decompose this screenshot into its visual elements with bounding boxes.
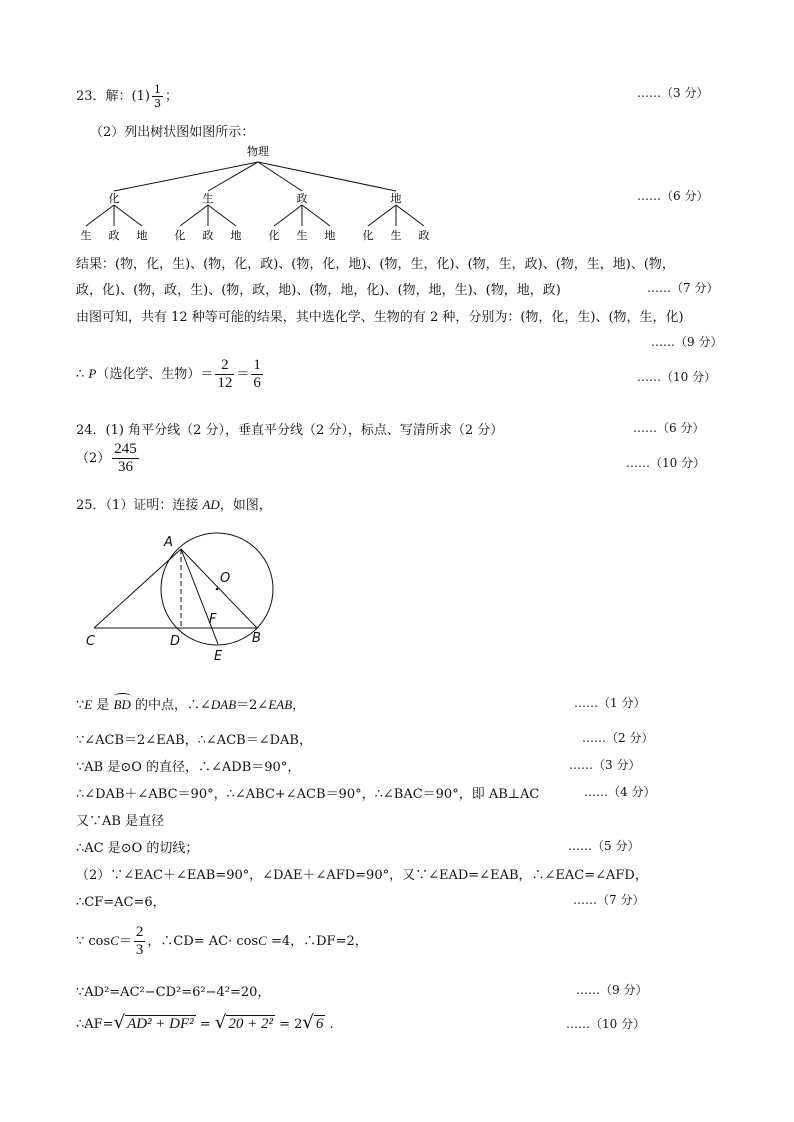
label-F: F <box>209 612 217 627</box>
radical-sign-3: √ <box>302 1012 314 1033</box>
q23-frac-den: 3 <box>153 97 161 110</box>
q25-step6: ∴AC 是⊙O 的切线； <box>76 841 199 856</box>
q25-score-11: ……（10 分） <box>566 1017 646 1031</box>
tree-leaf-label: 化 <box>362 229 374 242</box>
q25-step7: （2）∵∠EAC＋∠EAB=90°，∠DAE＋∠AFD=90°，又∵∠EAD=∠EAB，∴∠EAC=∠AFD， <box>76 868 648 883</box>
q24-score-2: ……（10 分） <box>626 456 706 470</box>
label-O: O <box>220 571 231 586</box>
tree-edge-root-0 <box>114 162 258 191</box>
q23-conclusion: 由图可知，共有 12 种等可能的结果，其中选化学、生物的有 2 种，分别为：(物，化，生)、(物，生，化) <box>76 310 684 325</box>
q23-probability <box>76 358 265 391</box>
q25-s1-c: 的中点，∴∠ <box>130 698 211 713</box>
radical-sign-1: √ <box>113 1012 126 1033</box>
prob-f1-den: 12 <box>217 375 233 391</box>
q24-score-1: ……（6 分） <box>633 421 705 435</box>
q23-result-line2: 政，化)、(物，政，生)、(物，政，地)、(物，地，化)、(物，地，生)、(物，地，政) <box>76 283 561 298</box>
q25-step10: ∵AD²=AC²−CD²=6²−4²=20， <box>76 985 271 1000</box>
label-B: B <box>252 631 261 646</box>
q25-s9-c: =4，∴DF=2， <box>266 934 368 949</box>
geometry-figure <box>80 530 300 670</box>
q23-score-4: ……（9 分） <box>651 335 723 349</box>
tree-leaf-label: 地 <box>136 229 148 242</box>
tree-leaf-label: 政 <box>108 229 120 242</box>
tree-edge-leaf <box>368 205 396 226</box>
q23-frac-num: 1 <box>153 83 161 96</box>
q23-score-5: ……（10 分） <box>637 370 717 384</box>
prob-fraction-2 <box>251 358 263 391</box>
q25-step4: ∴∠DAB＋∠ABC＝90°，∴∠ABC+∠ACB＝90°，∴∠BAC＝90°，即 AB⊥AC <box>76 787 540 802</box>
q25-line1 <box>76 494 272 513</box>
tree-edge-leaf <box>86 205 114 226</box>
prob-f1-num: 2 <box>215 358 234 375</box>
q25-line1-b: ，如图， <box>219 498 272 513</box>
label-E: E <box>214 649 223 664</box>
tree-leaf-label: 地 <box>324 229 336 242</box>
because-symbol: ∵ <box>76 698 85 713</box>
q25-step5: 又∵AB 是直径 <box>76 814 165 829</box>
prob-P: P <box>88 366 97 381</box>
cos-num: 2 <box>135 924 144 940</box>
q23-tail: ； <box>164 89 178 104</box>
segment-AB <box>181 549 257 628</box>
tree-leaf-label: 地 <box>230 229 242 242</box>
radicand-3: 6 <box>315 1016 324 1032</box>
q25-step2: ∵∠ACB＝2∠EAB，∴∠ACB＝∠DAB， <box>76 733 312 748</box>
q25-s9-C2: C <box>258 933 267 948</box>
q24-frac-num: 245 <box>114 441 137 457</box>
arc-BD: BD <box>113 697 131 712</box>
q23-part1 <box>76 84 178 109</box>
radicand-2: 20 + 2² <box>228 1016 273 1032</box>
tree-edge-root-3 <box>258 162 396 191</box>
tree-edge-leaf <box>114 205 142 226</box>
tree-branch-label: 地 <box>390 192 402 205</box>
q23-score-3: ……（7 分） <box>647 281 719 295</box>
tree-edge-leaf <box>180 205 208 226</box>
tree-leaf-label: 生 <box>296 229 308 242</box>
q25-s11-a: ∴AF= <box>76 1017 114 1032</box>
q25-s11-c: = 2 <box>274 1017 303 1032</box>
tree-edge-leaf <box>274 205 302 226</box>
tree-leaf-label: 化 <box>174 229 186 242</box>
center-point-O <box>216 588 219 591</box>
q25-line1-a: 25．（1）证明：连接 <box>76 498 203 513</box>
q25-s1-f: EAB <box>268 697 293 712</box>
tree-leaf-label: 生 <box>390 229 402 242</box>
q25-s9-a: ∵ cos <box>76 934 111 949</box>
prob-event: （选化学、生物）＝ <box>96 367 214 382</box>
q23-fraction <box>152 84 163 109</box>
q24-line1: 24．(1) 角平分线（2 分），垂直平分线（2 分），标点、写清所求（2 分） <box>76 423 504 438</box>
var-E: E <box>84 697 93 712</box>
q25-score-3: ……（3 分） <box>569 758 641 772</box>
q25-step3: ∵AB 是⊙O 的直径，∴∠ADB＝90°， <box>76 760 301 775</box>
prob-f2-num: 1 <box>253 357 261 373</box>
tree-leaf-label: 生 <box>80 229 92 242</box>
q25-score-1: ……（1 分） <box>574 696 646 710</box>
q25-s1-d: DAB <box>210 697 237 712</box>
radical-sign-2: √ <box>214 1012 227 1033</box>
q23-part2: （2）列出树状图如图所示： <box>90 125 255 140</box>
q25-score-10: ……（9 分） <box>576 983 648 997</box>
radicand-1: AD² + DF² <box>127 1016 194 1032</box>
tree-edge-leaf <box>302 205 330 226</box>
q23-score-2: ……（6 分） <box>637 189 709 203</box>
label-D: D <box>170 634 181 649</box>
q23-score-1: ……（3 分） <box>637 86 709 100</box>
q25-s1-e: ＝2∠ <box>236 698 269 713</box>
q25-s1-b: 是 <box>92 698 114 713</box>
tree-root-label: 物理 <box>247 145 269 158</box>
q25-s9-b: ，∴CD= AC· cos <box>147 934 259 949</box>
q25-step11 <box>76 1012 334 1033</box>
tree-edge-leaf <box>396 205 424 226</box>
label-C: C <box>86 634 96 649</box>
q25-s1-g: ， <box>292 698 306 713</box>
tree-edge-root-1 <box>208 162 258 191</box>
q25-step9 <box>76 925 368 958</box>
q25-s11-b: = <box>195 1017 215 1032</box>
q23-head: 23．解：(1) <box>76 89 150 104</box>
tree-diagram <box>70 142 510 242</box>
segment-AE <box>181 549 218 644</box>
cos-fraction <box>134 925 146 958</box>
prob-fraction-1 <box>215 358 234 391</box>
q25-step1 <box>76 694 305 713</box>
q25-score-6: ……（5 分） <box>568 839 640 853</box>
tree-leaf-label: 政 <box>418 229 430 242</box>
tree-branch-label: 生 <box>202 192 214 205</box>
tree-leaf-label: 化 <box>268 229 280 242</box>
q25-s11-d: . <box>325 1017 334 1032</box>
tree-branch-label: 政 <box>296 192 308 205</box>
q24-part2 <box>76 442 141 475</box>
q24-fraction <box>112 442 139 475</box>
q25-s9-eq: ＝ <box>118 934 132 949</box>
q23-result-line1: 结果：(物，化，生)、(物，化，政)、(物，化，地)、(物，生，化)、(物，生，政)、(物，生，地)、(物， <box>76 257 675 272</box>
tree-edge-leaf <box>208 205 236 226</box>
label-A: A <box>164 535 173 550</box>
prob-f2-den: 6 <box>253 375 261 391</box>
q24-part2-label: （2） <box>76 451 111 466</box>
q25-score-8: ……（7 分） <box>573 893 645 907</box>
tree-leaf-label: 政 <box>202 229 214 242</box>
q25-line1-var: AD <box>202 497 220 512</box>
cos-den: 3 <box>135 942 144 958</box>
prob-eq: ＝ <box>236 367 250 382</box>
therefore-symbol: ∴ <box>76 367 89 382</box>
q25-step8: ∴CF=AC=6， <box>76 895 166 910</box>
q25-score-2: ……（2 分） <box>582 731 654 745</box>
tree-branch-label: 化 <box>108 192 120 205</box>
q24-frac-den: 36 <box>118 459 134 475</box>
q25-score-4: ……（4 分） <box>584 785 656 799</box>
q25-s9-C: C <box>110 933 119 948</box>
